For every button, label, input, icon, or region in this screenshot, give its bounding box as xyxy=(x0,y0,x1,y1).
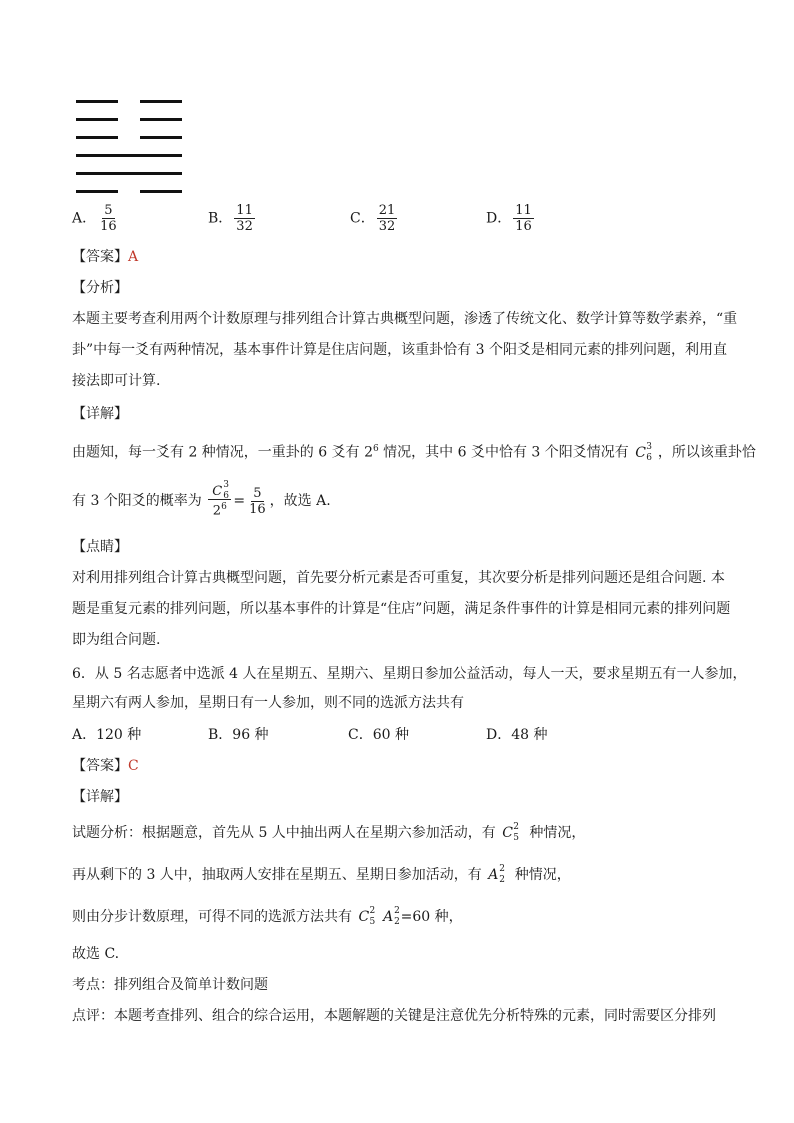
option-c[interactable]: C． $\frac{21}{32}$ xyxy=(350,203,396,234)
q5-comment-line-3: 即为组合问题. xyxy=(72,632,161,648)
q6-option-a[interactable]: A．120 种 xyxy=(72,727,142,743)
q5-answer: 【答案】A xyxy=(72,249,139,265)
combination-c63: C 3 6 xyxy=(212,480,229,501)
q5-comment-line-1: 对利用排列组合计算古典概型问题，首先要分析元素是否可重复，其次要分析是排列问题还是组合问题. 本 xyxy=(72,570,725,586)
q5-analysis-label: 【分析】 xyxy=(72,280,128,296)
solid-line xyxy=(76,154,182,157)
combination-c52: C 2 5 xyxy=(502,822,519,843)
q6-detail-line-3: 则由分步计数原理，可得不同的选派方法共有 C 2 5 A 2 2 =60 种， xyxy=(72,906,463,927)
broken-line-right xyxy=(140,118,182,121)
option-b[interactable]: B． $\frac{11}{32}$ xyxy=(208,203,253,234)
q6-detail-line-1: 试题分析：根据题意，首先从 5 人中抽出两人在星期六参加活动，有 C 2 5 种情况， xyxy=(72,822,586,843)
q6-answer: 【答案】C xyxy=(72,758,139,774)
q6-detail-label: 【详解】 xyxy=(72,789,128,805)
broken-line-right xyxy=(140,100,182,103)
q5-comment-label: 【点睛】 xyxy=(72,539,128,555)
q5-detail-line-2: 有 3 个阳爻的概率为 C 3 6 $2^6$ = $\frac{5}{16}$ ，故选 A. xyxy=(72,480,331,519)
q6-comment: 点评：本题考查排列、组合的综合运用，本题解题的关键是注意优先分析特殊的元素，同时需要区分排列 xyxy=(72,1008,716,1024)
q6-topic: 考点：排列组合及简单计数问题 xyxy=(72,977,268,993)
broken-line-left xyxy=(76,190,118,193)
option-a[interactable]: A． $\frac{5}{16}$ xyxy=(72,203,117,234)
q5-detail-label: 【详解】 xyxy=(72,406,128,422)
q6-option-c[interactable]: C．60 种 xyxy=(348,727,409,743)
solid-line xyxy=(76,172,182,175)
q6-stem-line-1: 6．从 5 名志愿者中选派 4 人在星期五、星期六、星期日参加公益活动，每人一天，要求星期五有一人参加， xyxy=(72,666,747,682)
q6-option-b[interactable]: B．96 种 xyxy=(208,727,269,743)
q6-stem-line-2: 星期六有两人参加，星期日有一人参加，则不同的选派方法共有 xyxy=(72,695,464,711)
broken-line-right xyxy=(140,190,182,193)
combination-c63: C 3 6 xyxy=(635,441,652,463)
broken-line-left xyxy=(76,100,118,103)
q5-analysis-line-3: 接法即可计算. xyxy=(72,373,161,389)
broken-line-right xyxy=(140,136,182,139)
arrangement-a22: A 2 2 xyxy=(383,906,400,927)
arrangement-a22: A 2 2 xyxy=(488,864,505,885)
option-d[interactable]: D． $\frac{11}{16}$ xyxy=(486,203,532,234)
q5-analysis-line-2: 卦”中每一爻有两种情况，基本事件计算是住店问题，该重卦恰有 3 个阳爻是相同元素的排列问题，利用直 xyxy=(72,342,727,358)
q6-option-d[interactable]: D．48 种 xyxy=(486,727,548,743)
q5-detail-line-1: 由题知，每一爻有 2 种情况，一重卦的 6 爻有 $2^6$ 情况，其中 6 爻中恰有 3 个阳爻情况有 C 3 6 ，所以该重卦恰 xyxy=(72,441,756,463)
combination-c52: C 2 5 xyxy=(358,906,376,927)
q6-detail-line-2: 再从剩下的 3 人中，抽取两人安排在星期五、星期日参加活动，有 A 2 2 种情况， xyxy=(72,864,571,885)
broken-line-left xyxy=(76,118,118,121)
q5-comment-line-2: 题是重复元素的排列问题，所以基本事件的计算是“住店”问题，满足条件事件的计算是相同元素的排列问题 xyxy=(72,601,731,617)
q5-analysis-line-1: 本题主要考查利用两个计数原理与排列组合计算古典概型问题，渗透了传统文化、数学计算等数学素养，“重 xyxy=(72,311,738,327)
broken-line-left xyxy=(76,136,118,139)
q6-detail-line-4: 故选 C. xyxy=(72,946,120,962)
